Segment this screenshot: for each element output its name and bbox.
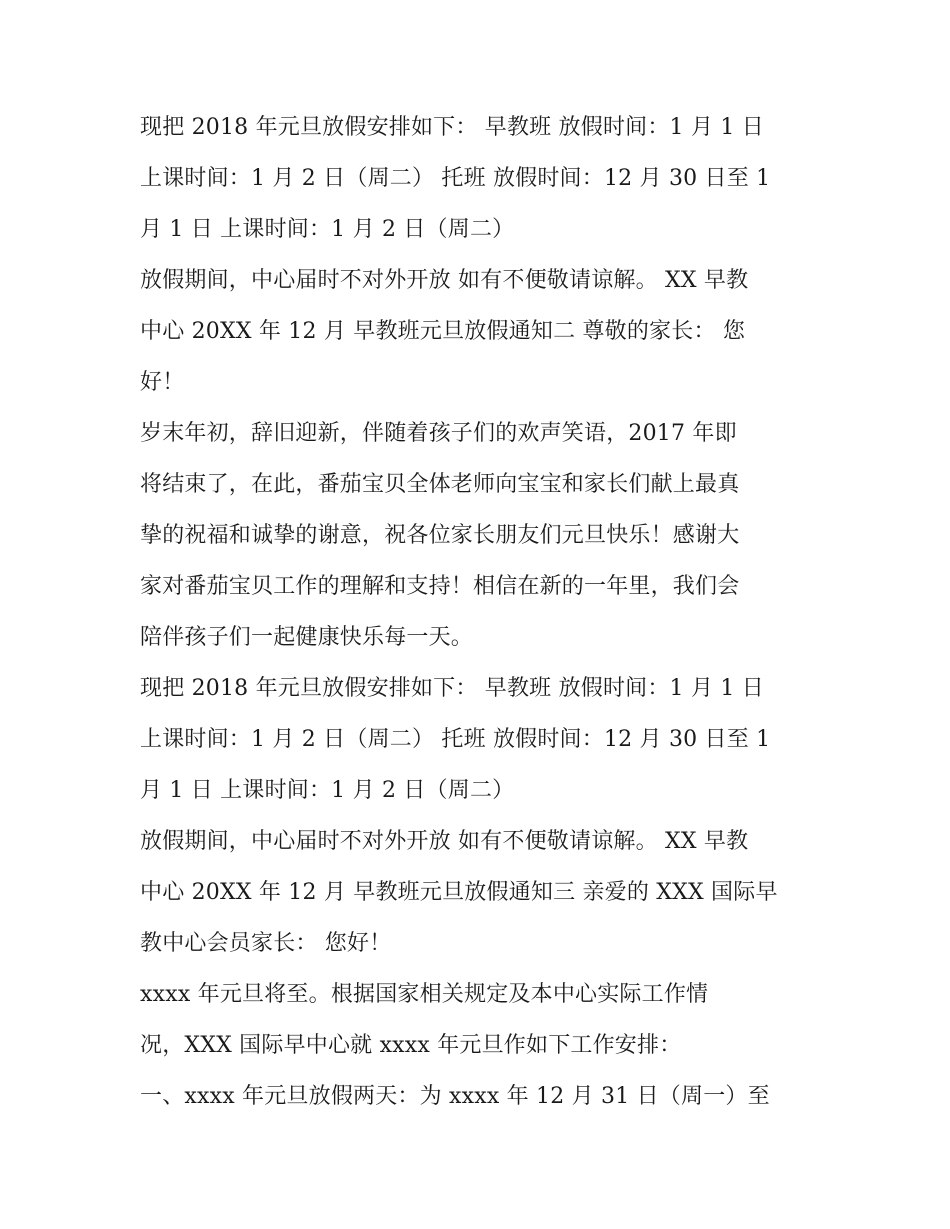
text-line: 一、xxxx 年元旦放假两天：为 xxxx 年 12 月 31 日（周一）至 [140, 1084, 770, 1109]
text-line: 现把 2018 年元旦放假安排如下： 早教班 放假时间：1 月 1 日 [140, 115, 764, 140]
text-line: 陪伴孩子们一起健康快乐每一天。 [140, 625, 474, 650]
text-line: 中心 20XX 年 12 月 早教班元旦放假通知三 亲爱的 XXX 国际早 [140, 880, 778, 905]
text-line: 将结束了，在此，番茄宝贝全体老师向宝宝和家长们献上最真 [140, 472, 740, 497]
text-line: 上课时间：1 月 2 日（周二） 托班 放假时间：12 月 30 日至 1 [140, 727, 771, 752]
text-line: 月 1 日 上课时间：1 月 2 日（周二） [140, 778, 515, 803]
text-line: xxxx 年元旦将至。根据国家相关规定及本中心实际工作情 [140, 982, 709, 1007]
text-line: 好！ [140, 370, 185, 395]
text-line: 挚的祝福和诚挚的谢意，祝各位家长朋友们元旦快乐！感谢大 [140, 523, 740, 548]
text-line: 中心 20XX 年 12 月 早教班元旦放假通知二 尊敬的家长： 您 [140, 319, 746, 344]
text-line: 教中心会员家长： 您好！ [140, 931, 392, 956]
body-text [140, 102, 830, 1122]
text-line: 放假期间，中心届时不对外开放 如有不便敬请谅解。 XX 早教 [140, 829, 749, 854]
text-line: 家对番茄宝贝工作的理解和支持！相信在新的一年里，我们会 [140, 574, 740, 599]
text-line: 放假期间，中心届时不对外开放 如有不便敬请谅解。 XX 早教 [140, 268, 749, 293]
text-line: 现把 2018 年元旦放假安排如下： 早教班 放假时间：1 月 1 日 [140, 676, 764, 701]
text-line: 岁末年初，辞旧迎新，伴随着孩子们的欢声笑语，2017 年即 [140, 421, 737, 446]
text-line: 况，XXX 国际早中心就 xxxx 年元旦作如下工作安排： [140, 1033, 682, 1058]
text-line: 上课时间：1 月 2 日（周二） 托班 放假时间：12 月 30 日至 1 [140, 166, 771, 191]
text-line: 月 1 日 上课时间：1 月 2 日（周二） [140, 217, 515, 242]
